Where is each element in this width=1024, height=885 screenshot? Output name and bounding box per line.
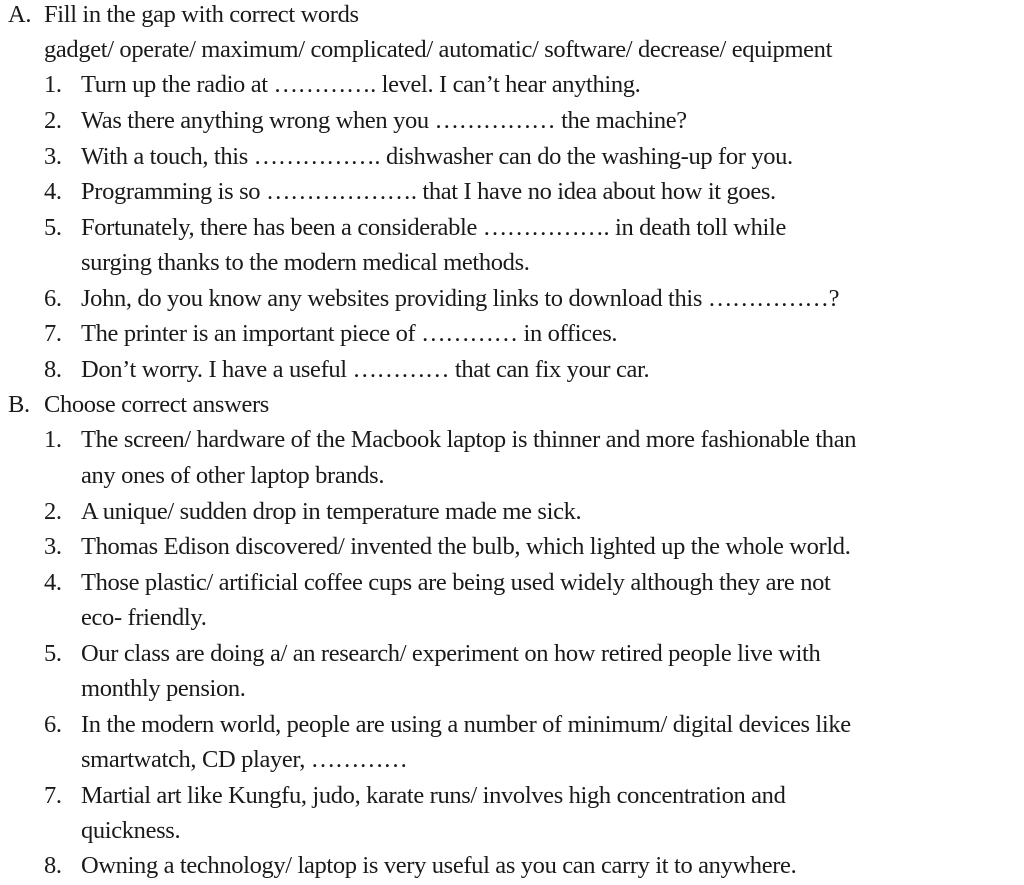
item-number: 3. — [44, 143, 62, 170]
item-number: 4. — [44, 178, 62, 205]
section-a-title: Fill in the gap with correct words — [44, 1, 359, 28]
item-number: 2. — [44, 107, 62, 134]
item-text: Martial art like Kungfu, judo, karate runs/ involves high concentration and — [81, 782, 786, 809]
item-number: 6. — [44, 285, 62, 312]
item-text: The printer is an important piece of ………… in offices. — [81, 320, 618, 347]
item-text: A unique/ sudden drop in temperature made me sick. — [81, 498, 582, 525]
item-number: 7. — [44, 782, 62, 809]
item-text: In the modern world, people are using a number of minimum/ digital devices like — [81, 711, 851, 738]
item-text: Our class are doing a/ an research/ experiment on how retired people live with — [81, 640, 821, 667]
item-text: quickness. — [81, 817, 181, 844]
item-text: Fortunately, there has been a considerable ……………. in death toll while — [81, 214, 786, 241]
item-text: Turn up the radio at …………. level. I can’t hear anything. — [81, 71, 641, 98]
item-text: With a touch, this ……………. dishwasher can do the washing-up for you. — [81, 143, 793, 170]
item-text: eco- friendly. — [81, 604, 207, 631]
item-text: Don’t worry. I have a useful ………… that can fix your car. — [81, 356, 650, 383]
item-text: The screen/ hardware of the Macbook laptop is thinner and more fashionable than — [81, 426, 857, 453]
item-text: surging thanks to the modern medical methods. — [81, 249, 530, 276]
word-bank-text: gadget/ operate/ maximum/ complicated/ automatic/ software/ decrease/ equipment — [44, 36, 833, 63]
item-number: 8. — [44, 356, 62, 383]
item-text: any ones of other laptop brands. — [81, 462, 385, 489]
item-text: Was there anything wrong when you …………… the machine? — [81, 107, 687, 134]
item-number: 5. — [44, 214, 62, 241]
item-number: 5. — [44, 640, 62, 667]
item-text: monthly pension. — [81, 675, 246, 702]
item-number: 4. — [44, 569, 62, 596]
item-number: 1. — [44, 71, 62, 98]
section-b-letter: B. — [8, 391, 30, 418]
item-text: Those plastic/ artificial coffee cups are being used widely although they are not — [81, 569, 831, 596]
section-a-letter: A. — [8, 1, 32, 28]
item-number: 2. — [44, 498, 62, 525]
item-text: Owning a technology/ laptop is very useful as you can carry it to anywhere. — [81, 852, 797, 879]
item-text: Thomas Edison discovered/ invented the bulb, which lighted up the whole world. — [81, 533, 851, 560]
item-text: smartwatch, CD player, ………… — [81, 746, 408, 773]
item-number: 1. — [44, 426, 62, 453]
item-number: 8. — [44, 852, 62, 879]
item-text: Programming is so ………………. that I have no idea about how it goes. — [81, 178, 776, 205]
item-text: John, do you know any websites providing links to download this ……………? — [81, 285, 840, 312]
section-b-title: Choose correct answers — [44, 391, 269, 418]
item-number: 7. — [44, 320, 62, 347]
item-number: 3. — [44, 533, 62, 560]
item-number: 6. — [44, 711, 62, 738]
